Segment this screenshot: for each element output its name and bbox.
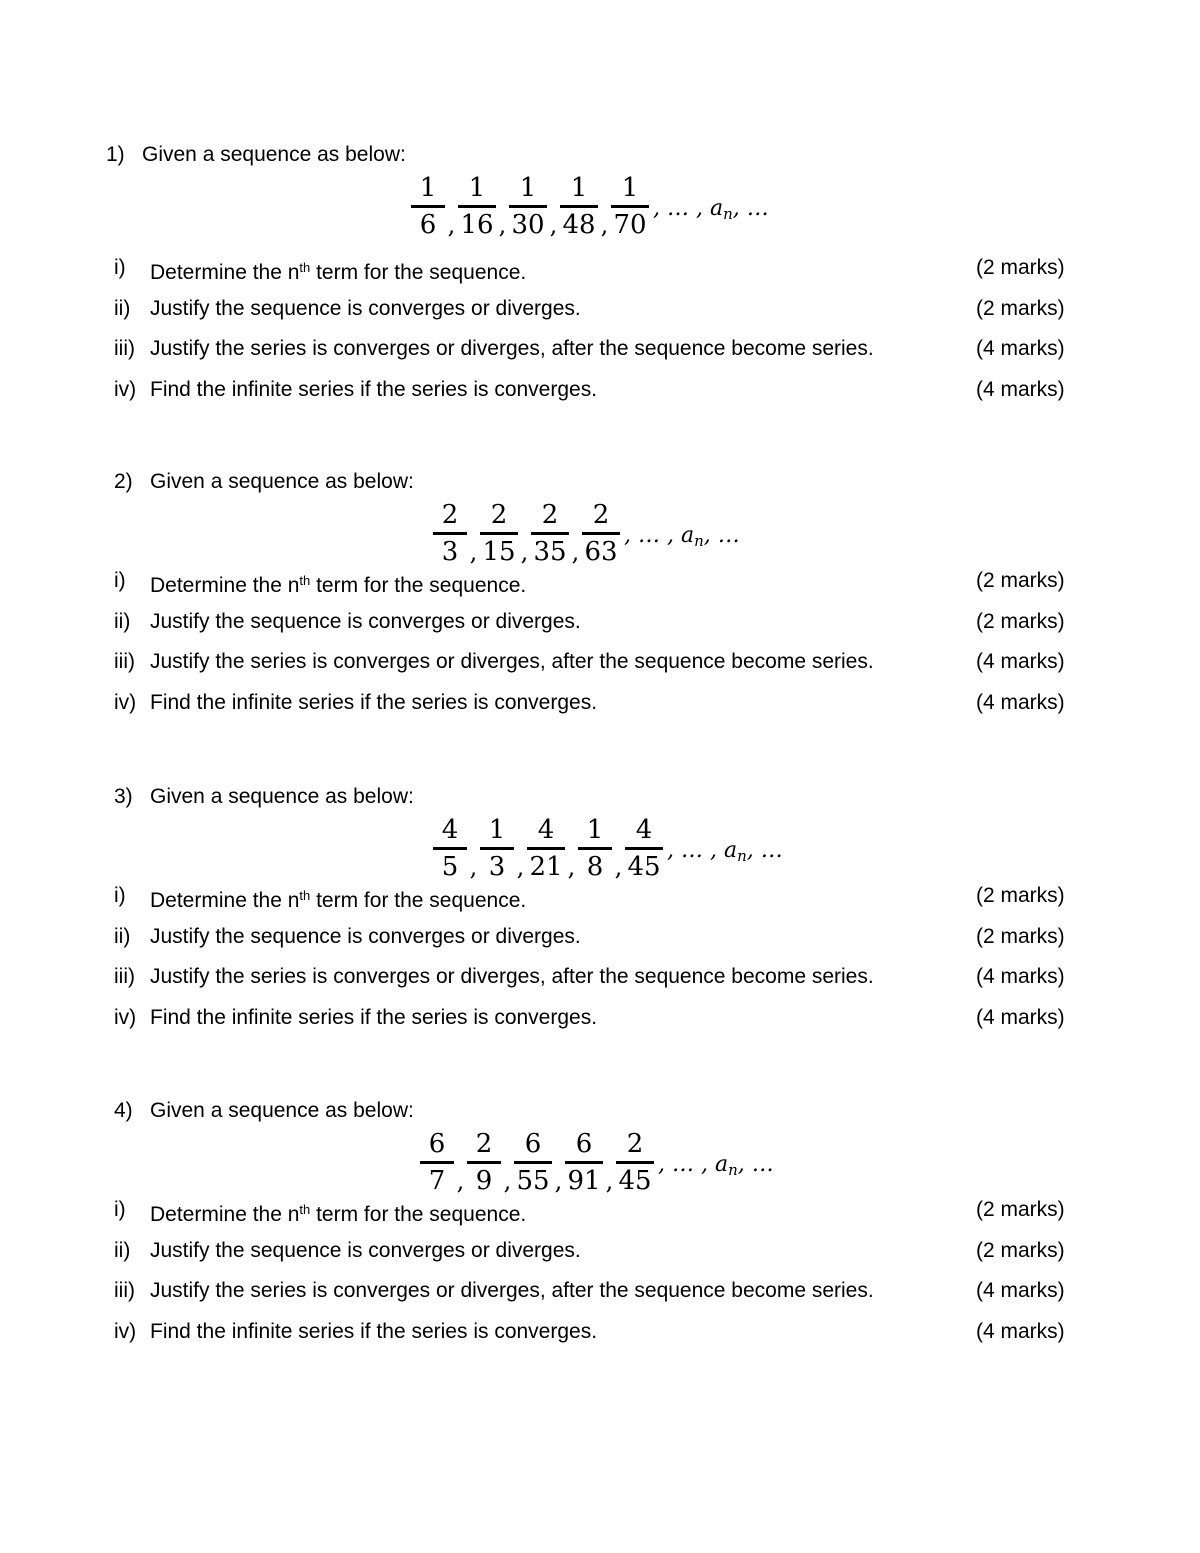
part-text-superscript: th — [299, 573, 311, 588]
sequence-expression — [411, 171, 769, 247]
term-separator: , — [498, 211, 507, 239]
fraction-term — [480, 813, 514, 884]
part-numeral: i) — [114, 256, 126, 279]
question-number: 4) — [114, 1099, 133, 1122]
question-heading — [114, 470, 414, 494]
general-term-subscript: n — [728, 1161, 738, 1179]
part-text — [150, 568, 526, 599]
term-separator: , — [447, 211, 456, 239]
part-text-main: Justify the sequence is converges or diverges. — [150, 925, 581, 948]
part-marks: (2 marks) — [976, 610, 1065, 633]
tail-ellipsis-end: , … — [737, 1152, 774, 1177]
fraction-denominator: 63 — [584, 537, 618, 567]
fraction-denominator: 6 — [419, 210, 437, 240]
fraction-denominator: 16 — [460, 210, 494, 240]
question-part — [114, 255, 1076, 284]
term-separator: , — [614, 853, 623, 881]
part-text-rest: term for the sequence. — [310, 261, 527, 284]
fraction-denominator: 5 — [441, 852, 459, 882]
question-part — [114, 1005, 1076, 1031]
fraction-term — [509, 171, 547, 242]
part-text-rest: term for the sequence. — [310, 574, 527, 597]
fraction-numerator: 1 — [570, 173, 588, 203]
question-intro: Given a sequence as below: — [150, 785, 414, 808]
fraction-term — [411, 171, 445, 242]
part-numeral: iii) — [114, 650, 135, 673]
part-text — [150, 1319, 597, 1345]
fraction-numerator: 2 — [441, 500, 459, 530]
question-number: 2) — [114, 470, 133, 493]
general-term-variable: a — [709, 196, 724, 221]
part-marks: (4 marks) — [976, 691, 1065, 714]
part-text-superscript: th — [299, 260, 311, 275]
part-text — [150, 924, 581, 950]
fraction-term — [458, 171, 496, 242]
sequence-tail — [658, 1152, 774, 1179]
question-number: 3) — [114, 785, 133, 808]
part-numeral: ii) — [114, 297, 131, 320]
part-marks: (4 marks) — [976, 337, 1065, 360]
part-text-main: Find the infinite series if the series is converges. — [150, 691, 598, 714]
general-term-variable: a — [723, 838, 738, 863]
part-text-main: Justify the series is converges or diverges, after the sequence become series. — [150, 650, 874, 673]
question-intro: Given a sequence as below: — [150, 470, 414, 493]
part-marks: (4 marks) — [976, 965, 1065, 988]
fraction-denominator: 48 — [562, 210, 596, 240]
question-heading — [114, 785, 414, 809]
part-text — [150, 690, 597, 716]
tail-ellipsis: , … , — [658, 1152, 715, 1177]
fraction-numerator: 2 — [475, 1129, 493, 1159]
part-text-main: Justify the sequence is converges or diverges. — [150, 610, 581, 633]
part-text-main: Determine the n — [150, 1203, 300, 1226]
tail-ellipsis-end: , … — [703, 523, 740, 548]
part-text-main: Find the infinite series if the series is converges. — [150, 378, 598, 401]
part-text-main: Justify the series is converges or diverges, after the sequence become series. — [150, 337, 874, 360]
fraction-denominator: 15 — [482, 537, 516, 567]
general-term-subscript: n — [723, 205, 733, 223]
general-term-variable: a — [714, 1152, 729, 1177]
fraction-term — [582, 498, 620, 569]
fraction-numerator: 1 — [586, 815, 604, 845]
fraction-term — [616, 1127, 654, 1198]
part-marks: (4 marks) — [976, 1279, 1065, 1302]
part-text — [150, 255, 526, 286]
term-separator: , — [554, 1167, 563, 1195]
part-numeral: iii) — [114, 965, 135, 988]
part-marks: (2 marks) — [976, 569, 1065, 592]
question-heading — [106, 143, 406, 167]
part-text — [150, 1005, 597, 1031]
fraction-numerator: 6 — [428, 1129, 446, 1159]
part-text-main: Find the infinite series if the series is converges. — [150, 1006, 598, 1029]
fraction-numerator: 6 — [524, 1129, 542, 1159]
part-numeral: iv) — [114, 1006, 137, 1029]
part-marks: (2 marks) — [976, 925, 1065, 948]
part-marks: (4 marks) — [976, 650, 1065, 673]
part-text — [150, 964, 874, 990]
tail-ellipsis-end: , … — [746, 838, 783, 863]
part-text — [150, 336, 874, 362]
part-text-main: Determine the n — [150, 261, 300, 284]
question-part — [114, 1319, 1076, 1345]
part-text-superscript: th — [299, 1202, 311, 1217]
fraction-denominator: 3 — [441, 537, 459, 567]
term-separator: , — [469, 853, 478, 881]
fraction-denominator: 91 — [567, 1166, 601, 1196]
part-numeral: iv) — [114, 378, 137, 401]
fraction-term — [578, 813, 612, 884]
fraction-term — [531, 498, 569, 569]
question-part — [114, 568, 1076, 597]
fraction-numerator: 4 — [537, 815, 555, 845]
part-numeral: ii) — [114, 610, 131, 633]
part-text — [150, 1197, 526, 1228]
fraction-denominator: 45 — [627, 852, 661, 882]
question-intro: Given a sequence as below: — [150, 1099, 414, 1122]
part-marks: (2 marks) — [976, 1198, 1065, 1221]
part-numeral: i) — [114, 884, 126, 907]
part-text-superscript: th — [299, 888, 311, 903]
question-part — [114, 883, 1076, 912]
fraction-numerator: 2 — [541, 500, 559, 530]
term-separator: , — [516, 853, 525, 881]
fraction-numerator: 4 — [441, 815, 459, 845]
term-separator: , — [605, 1167, 614, 1195]
part-marks: (2 marks) — [976, 256, 1065, 279]
term-separator: , — [469, 538, 478, 566]
fraction-term — [625, 813, 663, 884]
fraction-numerator: 1 — [519, 173, 537, 203]
fraction-denominator: 3 — [488, 852, 506, 882]
fraction-term — [565, 1127, 603, 1198]
question-part — [114, 924, 1076, 950]
fraction-numerator: 1 — [419, 173, 437, 203]
fraction-term — [480, 498, 518, 569]
part-text-main: Justify the sequence is converges or diverges. — [150, 1239, 581, 1262]
tail-ellipsis-end: , … — [732, 196, 769, 221]
part-text-main: Determine the n — [150, 889, 300, 912]
term-separator: , — [503, 1167, 512, 1195]
sequence-expression — [433, 498, 740, 574]
part-marks: (2 marks) — [976, 1239, 1065, 1262]
term-separator: , — [549, 211, 558, 239]
part-numeral: i) — [114, 569, 126, 592]
sequence-tail — [624, 523, 740, 550]
question-part — [114, 1278, 1076, 1304]
fraction-denominator: 7 — [428, 1166, 446, 1196]
part-text — [150, 1238, 581, 1264]
part-text-main: Justify the sequence is converges or diverges. — [150, 297, 581, 320]
term-separator: , — [456, 1167, 465, 1195]
question-part — [114, 649, 1076, 675]
fraction-denominator: 21 — [529, 852, 563, 882]
part-text-main: Find the infinite series if the series is converges. — [150, 1320, 598, 1343]
fraction-numerator: 1 — [621, 173, 639, 203]
fraction-term — [433, 498, 467, 569]
fraction-denominator: 45 — [618, 1166, 652, 1196]
part-numeral: iv) — [114, 1320, 137, 1343]
fraction-numerator: 2 — [490, 500, 508, 530]
part-numeral: iii) — [114, 1279, 135, 1302]
tail-ellipsis: , … , — [624, 523, 681, 548]
question-part — [114, 377, 1076, 403]
question-part — [114, 1238, 1076, 1264]
part-numeral: iv) — [114, 691, 137, 714]
term-separator: , — [600, 211, 609, 239]
part-text — [150, 609, 581, 635]
fraction-denominator: 8 — [586, 852, 604, 882]
fraction-denominator: 55 — [516, 1166, 550, 1196]
question-part — [114, 609, 1076, 635]
part-text — [150, 1278, 874, 1304]
question-heading — [114, 1099, 414, 1123]
general-term-variable: a — [680, 523, 695, 548]
question-part — [114, 296, 1076, 322]
part-marks: (2 marks) — [976, 297, 1065, 320]
part-numeral: i) — [114, 1198, 126, 1221]
part-text — [150, 377, 597, 403]
fraction-term — [560, 171, 598, 242]
fraction-term — [514, 1127, 552, 1198]
part-numeral: ii) — [114, 925, 131, 948]
part-numeral: ii) — [114, 1239, 131, 1262]
fraction-term — [467, 1127, 501, 1198]
part-text-main: Determine the n — [150, 574, 300, 597]
question-part — [114, 1197, 1076, 1226]
fraction-denominator: 9 — [475, 1166, 493, 1196]
fraction-numerator: 2 — [626, 1129, 644, 1159]
term-separator: , — [571, 538, 580, 566]
sequence-expression — [433, 813, 783, 889]
fraction-numerator: 4 — [635, 815, 653, 845]
fraction-denominator: 30 — [511, 210, 545, 240]
fraction-term — [527, 813, 565, 884]
fraction-term — [611, 171, 649, 242]
fraction-numerator: 1 — [468, 173, 486, 203]
tail-ellipsis: , … , — [667, 838, 724, 863]
fraction-numerator: 2 — [592, 500, 610, 530]
fraction-denominator: 35 — [533, 537, 567, 567]
term-separator: , — [567, 853, 576, 881]
sequence-tail — [653, 196, 769, 223]
fraction-numerator: 6 — [575, 1129, 593, 1159]
sequence-expression — [420, 1127, 774, 1203]
general-term-subscript: n — [737, 847, 747, 865]
sequence-tail — [667, 838, 783, 865]
part-text-main: Justify the series is converges or diverges, after the sequence become series. — [150, 965, 874, 988]
part-text-rest: term for the sequence. — [310, 1203, 527, 1226]
question-number: 1) — [106, 143, 125, 166]
part-marks: (4 marks) — [976, 1006, 1065, 1029]
term-separator: , — [520, 538, 529, 566]
question-part — [114, 336, 1076, 362]
part-marks: (4 marks) — [976, 378, 1065, 401]
part-marks: (4 marks) — [976, 1320, 1065, 1343]
part-text — [150, 296, 581, 322]
question-intro: Given a sequence as below: — [142, 143, 406, 166]
part-numeral: iii) — [114, 337, 135, 360]
fraction-numerator: 1 — [488, 815, 506, 845]
part-text — [150, 883, 526, 914]
part-text-rest: term for the sequence. — [310, 889, 527, 912]
general-term-subscript: n — [694, 532, 704, 550]
fraction-term — [433, 813, 467, 884]
part-text-main: Justify the series is converges or diverges, after the sequence become series. — [150, 1279, 874, 1302]
question-part — [114, 690, 1076, 716]
part-marks: (2 marks) — [976, 884, 1065, 907]
fraction-denominator: 70 — [613, 210, 647, 240]
tail-ellipsis: , … , — [653, 196, 710, 221]
fraction-term — [420, 1127, 454, 1198]
part-text — [150, 649, 874, 675]
question-part — [114, 964, 1076, 990]
